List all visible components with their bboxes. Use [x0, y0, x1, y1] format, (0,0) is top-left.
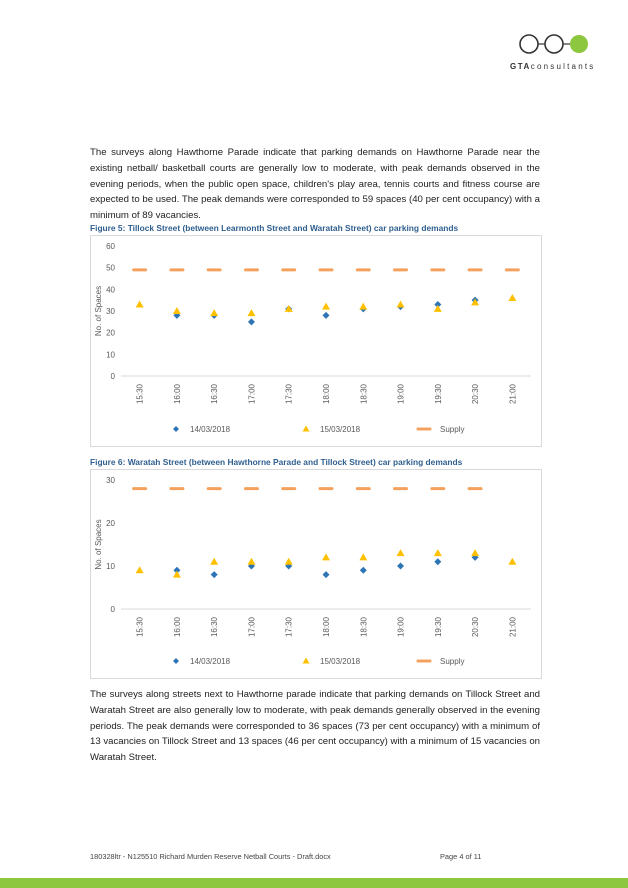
point-15-03-2018 [508, 558, 516, 565]
x-tick-label: 17:00 [247, 384, 257, 405]
x-tick-label: 18:30 [359, 617, 369, 638]
point-15-03-2018 [173, 571, 181, 578]
y-tick-label: 60 [106, 242, 115, 251]
point-15-03-2018 [247, 309, 255, 316]
bottom-green-bar [0, 878, 628, 888]
y-tick-label: 30 [106, 307, 115, 316]
y-tick-label: 50 [106, 263, 115, 273]
legend-label: 14/03/2018 [190, 657, 231, 666]
x-tick-label: 21:00 [508, 617, 518, 638]
x-tick-label: 21:00 [508, 384, 518, 405]
legend-marker-14-03-2018 [173, 658, 179, 664]
y-tick-label: 10 [106, 350, 115, 360]
legend-marker-14-03-2018 [173, 426, 179, 432]
legend-label: Supply [440, 425, 465, 434]
y-axis-label: No. of Spaces [94, 285, 103, 337]
point-15-03-2018 [322, 303, 330, 310]
point-15-03-2018 [322, 553, 330, 560]
x-tick-label: 19:00 [396, 384, 406, 405]
point-15-03-2018 [471, 298, 479, 305]
point-15-03-2018 [136, 301, 144, 308]
x-tick-label: 18:30 [359, 384, 369, 405]
figure-5-caption: Figure 5: Tillock Street (between Learmonth Street and Waratah Street) car parking demands [90, 223, 459, 233]
logo-circle-outline-2 [545, 35, 563, 53]
point-14-03-2018 [360, 567, 367, 574]
point-15-03-2018 [434, 305, 442, 312]
x-tick-label: 15:30 [135, 384, 145, 405]
x-tick-label: 16:00 [172, 617, 182, 638]
logo-text: GTAconsultants [510, 62, 596, 71]
point-15-03-2018 [508, 294, 516, 301]
x-tick-label: 19:00 [396, 617, 406, 638]
point-15-03-2018 [173, 307, 181, 314]
y-tick-label: 20 [106, 519, 115, 528]
legend-marker-15-03-2018 [303, 426, 310, 432]
point-14-03-2018 [323, 312, 330, 319]
y-tick-label: 20 [106, 328, 115, 338]
x-tick-label: 16:30 [210, 384, 220, 405]
legend-label: Supply [440, 657, 465, 666]
paragraph-tillock-waratah: The surveys along streets next to Hawthorne parade indicate that parking demands on Tillock Street and Waratah Street are also generally low to moderate, with peak demands generally observed in the evening periods. The peak demands were corresponded to 36 spaces (73 per cent occupancy) with a minimum of 13 vacancies on Tillock Street and 13 spaces (46 per cent occupancy) with a minimum of 15 vacancies on Waratah Street. [90, 689, 540, 764]
x-tick-label: 18:00 [322, 617, 331, 638]
figure-6-caption: Figure 6: Waratah Street (between Hawthorne Parade and Tillock Street) car parking demands [90, 457, 463, 467]
x-tick-label: 15:30 [135, 617, 145, 638]
y-tick-label: 40 [106, 285, 115, 295]
logo-circle-outline-1 [520, 35, 538, 53]
point-14-03-2018 [248, 318, 255, 325]
figure-5-chart-frame [90, 235, 542, 447]
point-14-03-2018 [323, 571, 330, 578]
x-tick-label: 20:30 [471, 617, 481, 638]
footer-doc-name: 180328ltr - N125510 Richard Murden Reserve Netball Courts - Draft.docx [90, 852, 331, 861]
paragraph-hawthorne: The surveys along Hawthorne Parade indicate that parking demands on Hawthorne Parade near the existing netball/ basketball courts are generally low to moderate, with peak demands observed in the evening periods, when the public open space, children's play area, tennis courts and fitness course are expected to be used. The peak demands were corresponded to 59 spaces (40 per cent occupancy) with a minimum of 89 vacancies. [90, 147, 540, 222]
figure-5-chart [91, 236, 541, 446]
figure-6-chart [91, 470, 541, 678]
point-15-03-2018 [210, 309, 218, 316]
point-15-03-2018 [471, 549, 479, 556]
legend-label: 15/03/2018 [320, 657, 361, 666]
x-tick-label: 17:30 [284, 617, 294, 638]
x-tick-label: 16:00 [172, 384, 182, 405]
point-14-03-2018 [434, 558, 441, 565]
y-tick-label: 30 [106, 476, 115, 485]
footer-page-number: Page 4 of 11 [440, 852, 482, 861]
point-15-03-2018 [285, 558, 293, 565]
x-tick-label: 16:30 [210, 617, 220, 638]
y-tick-label: 0 [110, 372, 115, 381]
x-tick-label: 19:30 [433, 384, 443, 405]
x-tick-label: 20:30 [471, 384, 481, 405]
point-15-03-2018 [397, 549, 405, 556]
x-tick-label: 17:30 [284, 384, 294, 405]
figure-6-chart-frame [90, 469, 542, 679]
logo-circle-green [570, 35, 588, 53]
legend-label: 14/03/2018 [190, 425, 231, 434]
y-tick-label: 0 [110, 605, 115, 614]
point-15-03-2018 [359, 553, 367, 560]
point-15-03-2018 [136, 566, 144, 573]
y-axis-label: No. of Spaces [94, 519, 103, 570]
point-15-03-2018 [359, 303, 367, 310]
point-14-03-2018 [211, 571, 218, 578]
legend-label: 15/03/2018 [320, 425, 361, 434]
point-14-03-2018 [397, 563, 404, 570]
x-tick-label: 18:00 [322, 384, 331, 405]
point-15-03-2018 [247, 558, 255, 565]
point-15-03-2018 [397, 301, 405, 308]
x-tick-label: 19:30 [433, 617, 443, 638]
y-tick-label: 10 [106, 562, 115, 571]
point-15-03-2018 [210, 558, 218, 565]
point-15-03-2018 [434, 549, 442, 556]
legend-marker-15-03-2018 [303, 658, 310, 664]
x-tick-label: 17:00 [247, 617, 257, 638]
